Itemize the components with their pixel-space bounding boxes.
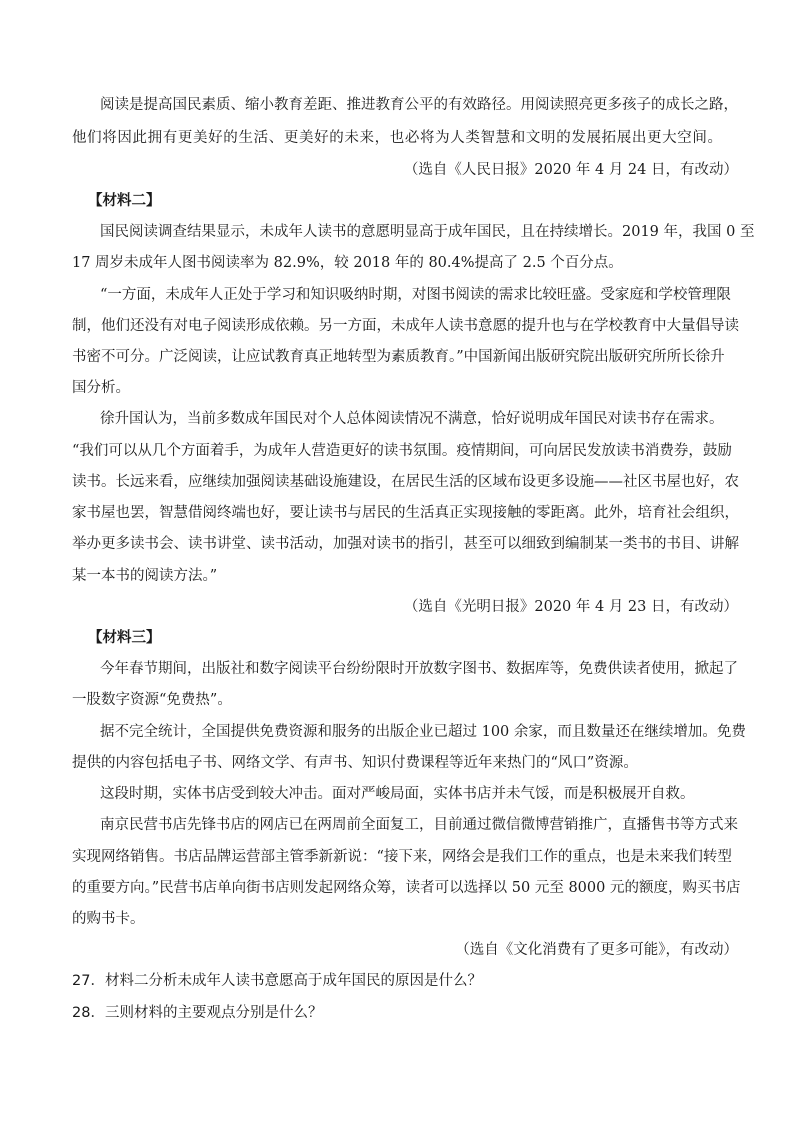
question-27: 27．材料二分析未成年人读书意愿高于成年国民的原因是什么？	[72, 973, 482, 989]
paragraph-line: 实现网络销售。书店品牌运营部主管季新新说：“接下来，网络会是我们工作的重点，也是未来我们转型	[72, 849, 732, 865]
paragraph-line: 某一本书的阅读方法。”	[72, 568, 218, 584]
paragraph-line: 据不完全统计，全国提供免费资源和服务的出版企业已超过 100 余家，而且数量还在继续增加。免费	[100, 724, 746, 740]
paragraph-line: 今年春节期间，出版社和数字阅读平台纷纷限时开放数字图书、数据库等，免费供读者使用，掀起了	[100, 661, 738, 677]
paragraph-line: 的重要方向。”民营书店单向街书店则发起网络众筹，读者可以选择以 50 元至 8000 元的额度，购买书店	[72, 880, 741, 896]
paragraph-line: 制，他们还没有对电子阅读形成依赖。另一方面，未成年人读书意愿的提升也与在学校教育中大量倡导读	[72, 318, 739, 334]
source-citation: （选自《人民日报》2020 年 4 月 24 日，有改动）	[403, 162, 738, 178]
paragraph-line: 这段时期，实体书店受到较大冲击。面对严峻局面，实体书店并未气馁，而是积极展开自救。	[100, 786, 695, 802]
paragraph-line: 徐升国认为，当前多数成年国民对个人总体阅读情况不满意，恰好说明成年国民对读书存在需求。	[100, 411, 724, 427]
paragraph-line: 国民阅读调查结果显示，未成年人读书的意愿明显高于成年国民，且在持续增长。2019 年，我国 0 至	[100, 224, 755, 240]
paragraph-line: 南京民营书店先锋书店的网店已在两周前全面复工，目前通过微信微博营销推广，直播售书等方式来	[100, 817, 738, 833]
section-heading: 【材料二】	[88, 192, 161, 209]
paragraph-line: 17 周岁未成年人图书阅读率为 82.9%，较 2018 年的 80.4%提高了 2.5 个百分点。	[72, 255, 623, 271]
question-28: 28．三则材料的主要观点分别是什么？	[72, 1005, 323, 1021]
paragraph-line: 他们将因此拥有更美好的生活、更美好的未来，也必将为人类智慧和文明的发展拓展出更大空间。	[72, 130, 722, 146]
source-citation: （选自《光明日报》2020 年 4 月 23 日，有改动）	[403, 599, 738, 615]
paragraph-line: 国分析。	[72, 380, 130, 396]
paragraph-line: “我们可以从几个方面着手，为成年人营造更好的读书氛围。疫情期间，可向居民发放读书消费券，鼓励	[72, 443, 732, 459]
paragraph-line: 阅读是提高国民素质、缩小教育差距、推进教育公平的有效路径。用阅读照亮更多孩子的成长之路，	[100, 97, 738, 113]
paragraph-line: 读书。长远来看，应继续加强阅读基础设施建设，在居民生活的区域布设更多设施——社区书屋也好，农	[72, 474, 739, 490]
section-heading: 【材料三】	[88, 629, 161, 646]
paragraph-line: 提供的内容包括电子书、网络文学、有声书、知识付费课程等近年来热门的“风口”资源。	[72, 755, 638, 771]
source-citation: （选自《文化消费有了更多可能》，有改动）	[455, 942, 738, 958]
paragraph-line: 的购书卡。	[72, 911, 145, 927]
paragraph-line: 举办更多读书会、读书讲堂、读书活动，加强对读书的指引，甚至可以细致到编制某一类书的书目、讲解	[72, 536, 739, 552]
paragraph-line: 一股数字资源“免费热”。	[72, 692, 232, 708]
paragraph-line: 家书屋也罢，智慧借阅终端也好，要让读书与居民的生活真正实现接触的零距离。此外，培育社会组织，	[72, 505, 739, 521]
paragraph-line: “一方面，未成年人正处于学习和知识吸纳时期，对图书阅读的需求比较旺盛。受家庭和学校管理限	[100, 287, 731, 303]
paragraph-line: 书密不可分。广泛阅读，让应试教育真正地转型为素质教育。”中国新闻出版研究院出版研究所所长徐升	[72, 349, 725, 365]
